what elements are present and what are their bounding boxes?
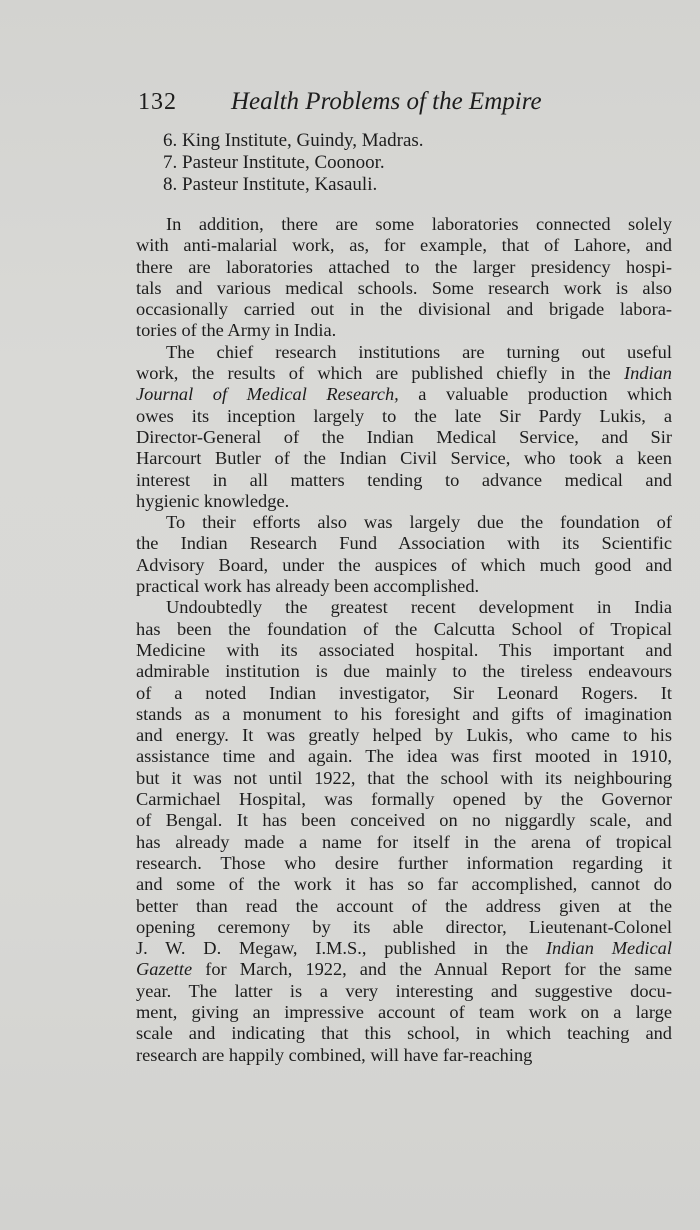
- list-item: 8. Pasteur Institute, Kasauli.: [163, 174, 378, 195]
- text-line: occasionally carried out in the divisional and brigade labora-: [136, 299, 672, 320]
- text-line: admirable institution is due mainly to the tireless endeavours: [136, 661, 672, 682]
- text-line: and energy. It was greatly helped by Lukis, who came to his: [136, 725, 672, 746]
- text-line: has been the foundation of the Calcutta School of Tropical: [136, 618, 672, 639]
- text-line: J. W. D. Megaw, I.M.S., published in the Indian Medical: [136, 938, 672, 959]
- text-line: has already made a name for itself in the arena of tropical: [136, 831, 672, 852]
- text-line: work, the results of which are published chiefly in the Indian: [136, 363, 672, 384]
- text-line: opening ceremony by its able director, Lieutenant-Colonel: [136, 916, 672, 937]
- text-line: the Indian Research Fund Association with its Scientific: [136, 533, 672, 554]
- text-line: Medicine with its associated hospital. This important and: [136, 639, 672, 660]
- text-line: Undoubtedly the greatest recent development in India: [166, 597, 672, 618]
- text-line: with anti-malarial work, as, for example, that of Lahore, and: [136, 235, 672, 256]
- text-line: owes its inception largely to the late Sir Pardy Lukis, a: [136, 405, 672, 426]
- text-line: and some of the work it has so far accomplished, cannot do: [136, 874, 672, 895]
- text-line: hygienic knowledge.: [136, 490, 290, 511]
- institute-list: [163, 130, 583, 196]
- text-line: of Bengal. It has been conceived on no niggardly scale, and: [136, 810, 672, 831]
- list-item: 7. Pasteur Institute, Coonoor.: [163, 152, 385, 173]
- text-line: there are laboratories attached to the larger presidency hospi-: [136, 256, 672, 277]
- text-line: Harcourt Butler of the Indian Civil Service, who took a keen: [136, 448, 672, 469]
- running-header: [138, 88, 588, 116]
- text-line: tals and various medical schools. Some research work is also: [136, 277, 672, 298]
- paragraph: [136, 512, 672, 597]
- text-line: In addition, there are some laboratories connected solely: [166, 214, 672, 234]
- text-line: assistance time and again. The idea was first mooted in 1910,: [136, 746, 672, 767]
- text-line: but it was not until 1922, that the school with its neighbouring: [136, 767, 672, 788]
- text-line: ment, giving an impressive account of team work on a large: [136, 1001, 672, 1022]
- text-line: The chief research institutions are turning out useful: [166, 341, 672, 362]
- running-title: Health Problems of the Empire: [231, 88, 542, 115]
- text-line: Gazette for March, 1922, and the Annual Report for the same: [136, 959, 672, 980]
- text-line: research. Those who desire further information regarding it: [136, 852, 672, 873]
- text-line: tories of the Army in India.: [136, 320, 337, 341]
- text-line: better than read the account of the address given at the: [136, 895, 672, 916]
- page-number: 132: [138, 89, 177, 115]
- text-line: Director-General of the Indian Medical Service, and Sir: [136, 426, 672, 447]
- text-line: year. The latter is a very interesting and suggestive docu-: [136, 980, 672, 1001]
- text-line: scale and indicating that this school, in which teaching and: [136, 1023, 672, 1044]
- text-line: Carmichael Hospital, was formally opened by the Governor: [136, 789, 672, 810]
- text-line: practical work has already been accomplished.: [136, 576, 480, 597]
- text-line: Advisory Board, under the auspices of which much good and: [136, 554, 672, 575]
- paragraph: [136, 214, 672, 342]
- text-line: Journal of Medical Research, a valuable production which: [136, 384, 673, 405]
- paragraph: [136, 342, 672, 512]
- paragraph: [136, 597, 672, 1066]
- list-item: 6. King Institute, Guindy, Madras.: [163, 130, 424, 151]
- text-line: stands as a monument to his foresight and gifts of imagination: [136, 703, 672, 724]
- text-line: To their efforts also was largely due the foundation of: [166, 512, 672, 533]
- text-line: research are happily combined, will have far-reaching: [136, 1044, 533, 1065]
- text-line: interest in all matters tending to advance medical and: [136, 469, 672, 490]
- text-line: of a noted Indian investigator, Sir Leonard Rogers. It: [136, 682, 672, 703]
- body-text: [136, 214, 672, 1066]
